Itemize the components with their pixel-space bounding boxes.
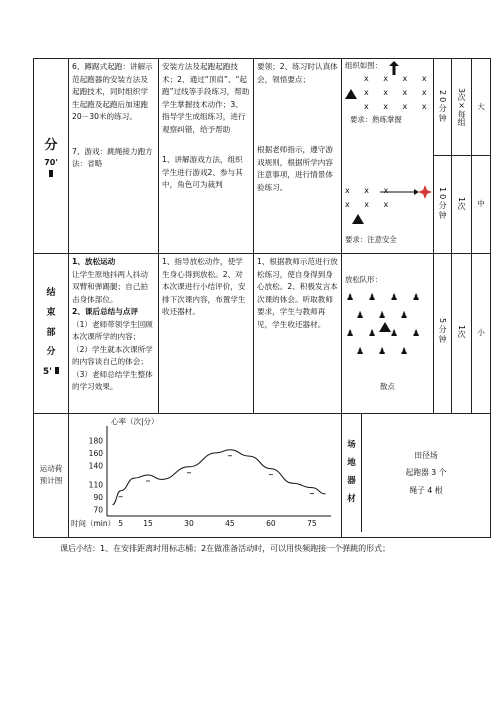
whistle-triangle-icon bbox=[345, 89, 357, 99]
end-organization-cell bbox=[342, 254, 434, 414]
basic-teacher-b: 1、讲解游戏方法，组织学生进行游戏2、参与其中，角色可为裁判 bbox=[162, 155, 243, 190]
end-count-cell: 1次 bbox=[452, 254, 472, 414]
heart-rate-chart bbox=[69, 414, 341, 532]
svg-text:♟: ♟ bbox=[390, 293, 399, 303]
y-tick-label: 180 bbox=[88, 436, 103, 446]
org-a-row-2: x x x x bbox=[364, 88, 433, 97]
org-a-row-1: x x x x bbox=[364, 74, 433, 83]
basic-student-b: 根据老师指示，遵守游戏规则，根据所学内容注意事项，进行情景体验练习。 bbox=[257, 145, 333, 192]
heart-rate-line bbox=[112, 450, 325, 505]
x-tick-label: 45 bbox=[225, 519, 235, 528]
y-tick-label: 70 bbox=[93, 505, 103, 515]
y-tick-label: 90 bbox=[93, 493, 103, 503]
org-b-note: 要求：注意安全 bbox=[345, 235, 397, 244]
basic-teacher-a: 安装方法及起跑起跑技术；2、通过“顶肩”、“起跑”过线等手段练习，帮助学生掌握技术动作；3、指导学生成组练习，进行观察纠错，给予帮助 bbox=[162, 62, 250, 134]
svg-text:♟: ♟ bbox=[356, 311, 365, 321]
load-curve-chart-cell bbox=[69, 414, 342, 538]
basic-organization-cell bbox=[342, 59, 434, 254]
svg-text:♟: ♟ bbox=[400, 311, 409, 321]
basic-load-cell: 大 中 bbox=[472, 59, 491, 254]
x-tick-label: 30 bbox=[184, 519, 194, 528]
basic-time-cell: 20分钟 10分钟 bbox=[434, 59, 452, 254]
basic-student-cell bbox=[254, 59, 342, 254]
basic-content-b: 7、游戏：跳绳接力跑方法：省略 bbox=[72, 146, 153, 169]
svg-text:♟: ♟ bbox=[356, 347, 365, 357]
load-curve-label: 运动荷预计图 bbox=[34, 414, 69, 538]
basic-part-row bbox=[34, 59, 491, 254]
svg-text:♟: ♟ bbox=[412, 293, 421, 303]
svg-text:♟: ♟ bbox=[412, 329, 421, 339]
svg-text:♟: ♟ bbox=[346, 329, 355, 339]
x-tick-label: 15 bbox=[143, 519, 153, 528]
end-time-cell: 5分钟 bbox=[434, 254, 452, 414]
basic-content-a: 6、蹲踞式起跑：讲解示范起跑器的安装方法及起跑技术，同时组织学生起跑及起跑后加速跑20－30米的练习。 bbox=[72, 62, 153, 122]
x-tick-label: 75 bbox=[307, 519, 317, 528]
lesson-plan-table bbox=[33, 58, 491, 538]
y-tick-label: 110 bbox=[88, 480, 103, 490]
svg-text:♟: ♟ bbox=[378, 347, 387, 357]
basic-teacher-cell bbox=[159, 59, 254, 254]
org-b-row-2: x x x bbox=[345, 200, 395, 209]
end-load-cell: 小 bbox=[472, 254, 491, 414]
section-marker-icon bbox=[55, 367, 59, 374]
relax-formation-title: 放松队形： bbox=[345, 275, 382, 284]
org-a-row-3: x x x x bbox=[364, 102, 433, 111]
basic-student-a: 要领；2、练习时认真体会，领悟要点； bbox=[257, 62, 338, 84]
run-arrow-icon bbox=[380, 185, 432, 199]
y-tick-label: 140 bbox=[88, 461, 103, 471]
org-a-title: 组织如图： bbox=[345, 61, 382, 70]
relax-formation-note: 散点 bbox=[380, 382, 395, 391]
end-teacher-cell: 1、指导放松动作，使学生身心得到放松。2、对本次课进行小结评价，安排下次课内容，布置学生收还器材。 bbox=[159, 254, 254, 414]
end-section-label: 结 束 部 分 5' bbox=[34, 254, 69, 414]
y-tick-label: 160 bbox=[88, 448, 103, 458]
basic-count-cell: 3次×每组 1次 bbox=[452, 59, 472, 254]
basic-content-cell bbox=[69, 59, 159, 254]
basic-section-label: 分 70' bbox=[34, 59, 69, 254]
x-axis-label: 时间（min） bbox=[71, 519, 116, 528]
scatter-formation-diagram bbox=[346, 292, 426, 372]
org-b-row-1: x x x bbox=[345, 186, 395, 195]
load-curve-row bbox=[34, 414, 491, 538]
org-a-note: 要求：熟练掌握 bbox=[350, 115, 402, 124]
svg-text:♟: ♟ bbox=[368, 293, 377, 303]
x-tick-label: 60 bbox=[266, 519, 276, 528]
venue-label: 场地器材 bbox=[342, 414, 362, 532]
end-content-cell: 1、放松运动 让学生原地抖两人抖动双臂和弹踢腿；自己拍击身体部位。 2、课后总结与点评 （1）老师带领学生回顾本次课所学的内容； （2）学生就本次课所学的内容谈自己的体会； （3）老师总结学生整体的学习效果。 bbox=[69, 254, 159, 414]
venue-equipment-cell bbox=[342, 414, 491, 538]
end-student-cell: 1、根据教师示范进行放松练习，使自身得到身心放松。2、积极发言本次课的体会。听取教师要求，学生与教师再见，学生收还器材。 bbox=[254, 254, 342, 414]
venue-items: 田径场 起跑器 3 个 绳子 4 根 bbox=[405, 451, 447, 495]
section-marker-icon bbox=[49, 170, 53, 177]
lesson-summary: 课后小结：1、在安排距离时用标志桶；2在做准备活动时，可以用快频跑接一个弹跳的形式； bbox=[60, 544, 391, 553]
svg-text:♟: ♟ bbox=[400, 347, 409, 357]
svg-text:♟: ♟ bbox=[378, 311, 387, 321]
svg-text:♟: ♟ bbox=[346, 293, 355, 303]
x-tick-label: 5 bbox=[118, 519, 124, 528]
end-part-row bbox=[34, 254, 491, 414]
chart-title: 心率（次|分） bbox=[111, 417, 159, 426]
svg-text:♟: ♟ bbox=[368, 329, 377, 339]
teacher-triangle-icon bbox=[352, 214, 364, 224]
svg-text:♟: ♟ bbox=[390, 329, 399, 339]
